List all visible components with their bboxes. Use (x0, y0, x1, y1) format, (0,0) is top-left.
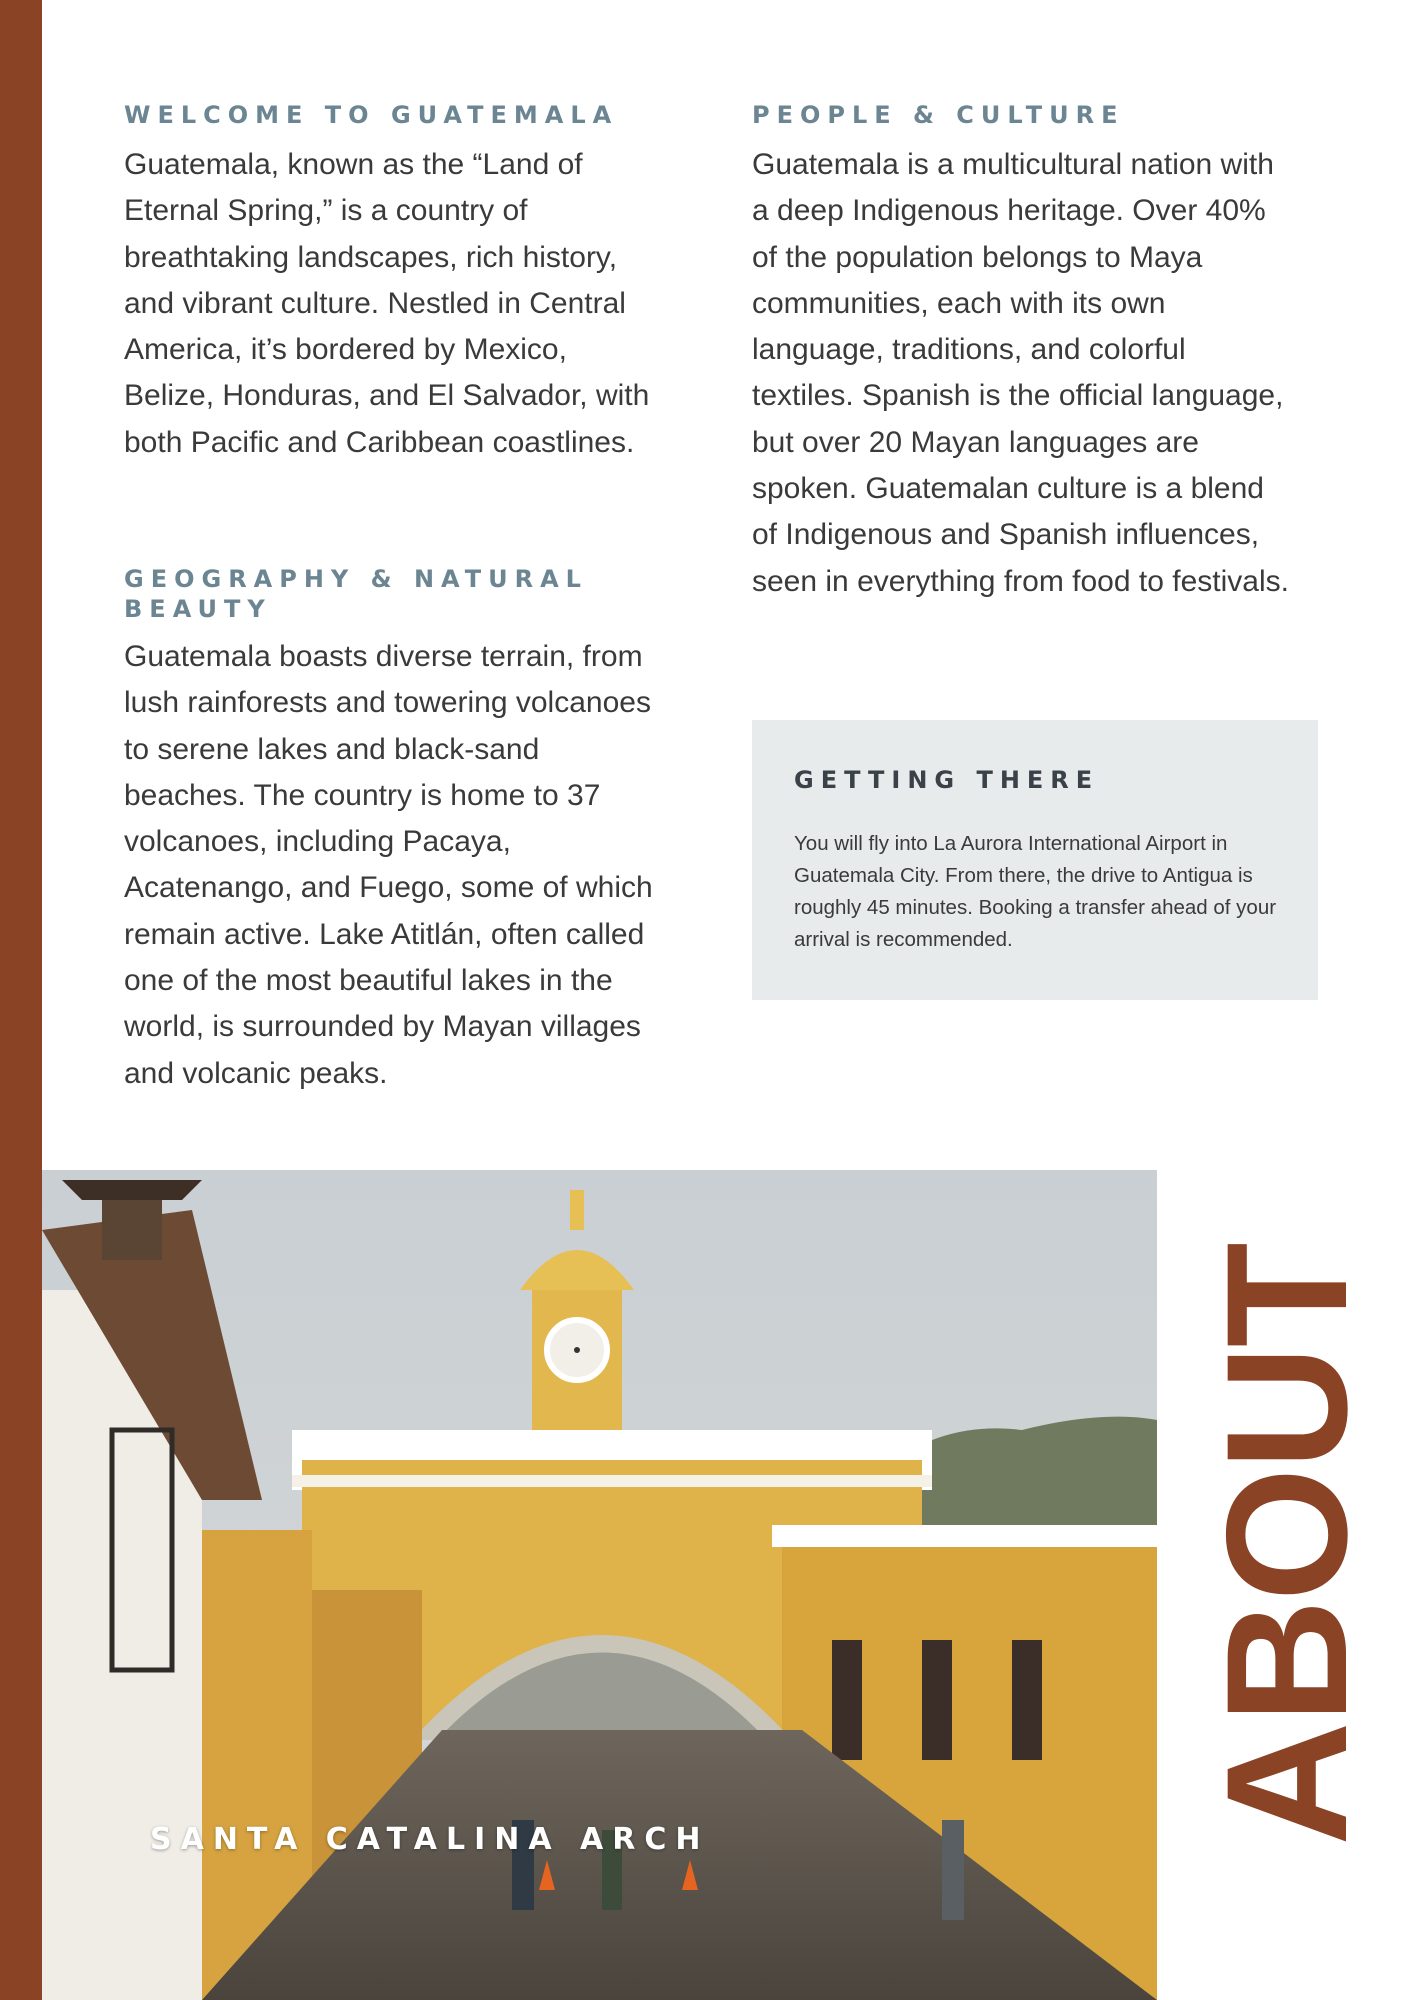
santa-catalina-arch-photo (42, 1170, 1157, 2000)
welcome-heading: WELCOME TO GUATEMALA (124, 101, 619, 129)
welcome-paragraph: Guatemala, known as the “Land of Eternal Spring,” is a country of breathtaking landscapes, rich history, and vibrant culture. Nestled in Central America, it’s bordered by Mexico, Belize, Honduras, and El Salvador, with both Pacific and Caribbean coastlines. (124, 148, 650, 459)
getting-there-text: You will fly into La Aurora International Airport in Guatemala City. From there, the drive to Antigua is roughly 45 minutes. Booking a transfer ahead of your arrival is recommended. (794, 832, 1277, 951)
people-culture-heading: PEOPLE & CULTURE (752, 101, 1125, 129)
about-side-title: ABOUT (1191, 1244, 1383, 1846)
geography-heading: GEOGRAPHY & NATURAL BEAUTY (124, 565, 588, 623)
photo-caption: SANTA CATALINA ARCH (150, 1822, 710, 1857)
getting-there-box (752, 720, 1318, 1000)
getting-there-heading: GETTING THERE (794, 766, 1100, 794)
people-culture-paragraph: Guatemala is a multicultural nation with a deep Indigenous heritage. Over 40% of the population belongs to Maya communities, each with its own language, traditions, and colorful textiles. Spanish is the official language, but over 20 Mayan languages are spoken. Guatemalan culture is a blend of Indigenous and Spanish influences, seen in everything from food to festivals. (752, 148, 1289, 598)
geography-paragraph: Guatemala boasts diverse terrain, from lush rainforests and towering volcanoes to serene lakes and black-sand beaches. The country is home to 37 volcanoes, including Pacaya, Acatenango, and Fuego, some of which remain active. Lake Atitlán, often called one of the most beautiful lakes in the world, is surrounded by Mayan villages and volcanic peaks. (124, 640, 653, 1090)
accent-sidebar-bar (0, 0, 42, 2000)
